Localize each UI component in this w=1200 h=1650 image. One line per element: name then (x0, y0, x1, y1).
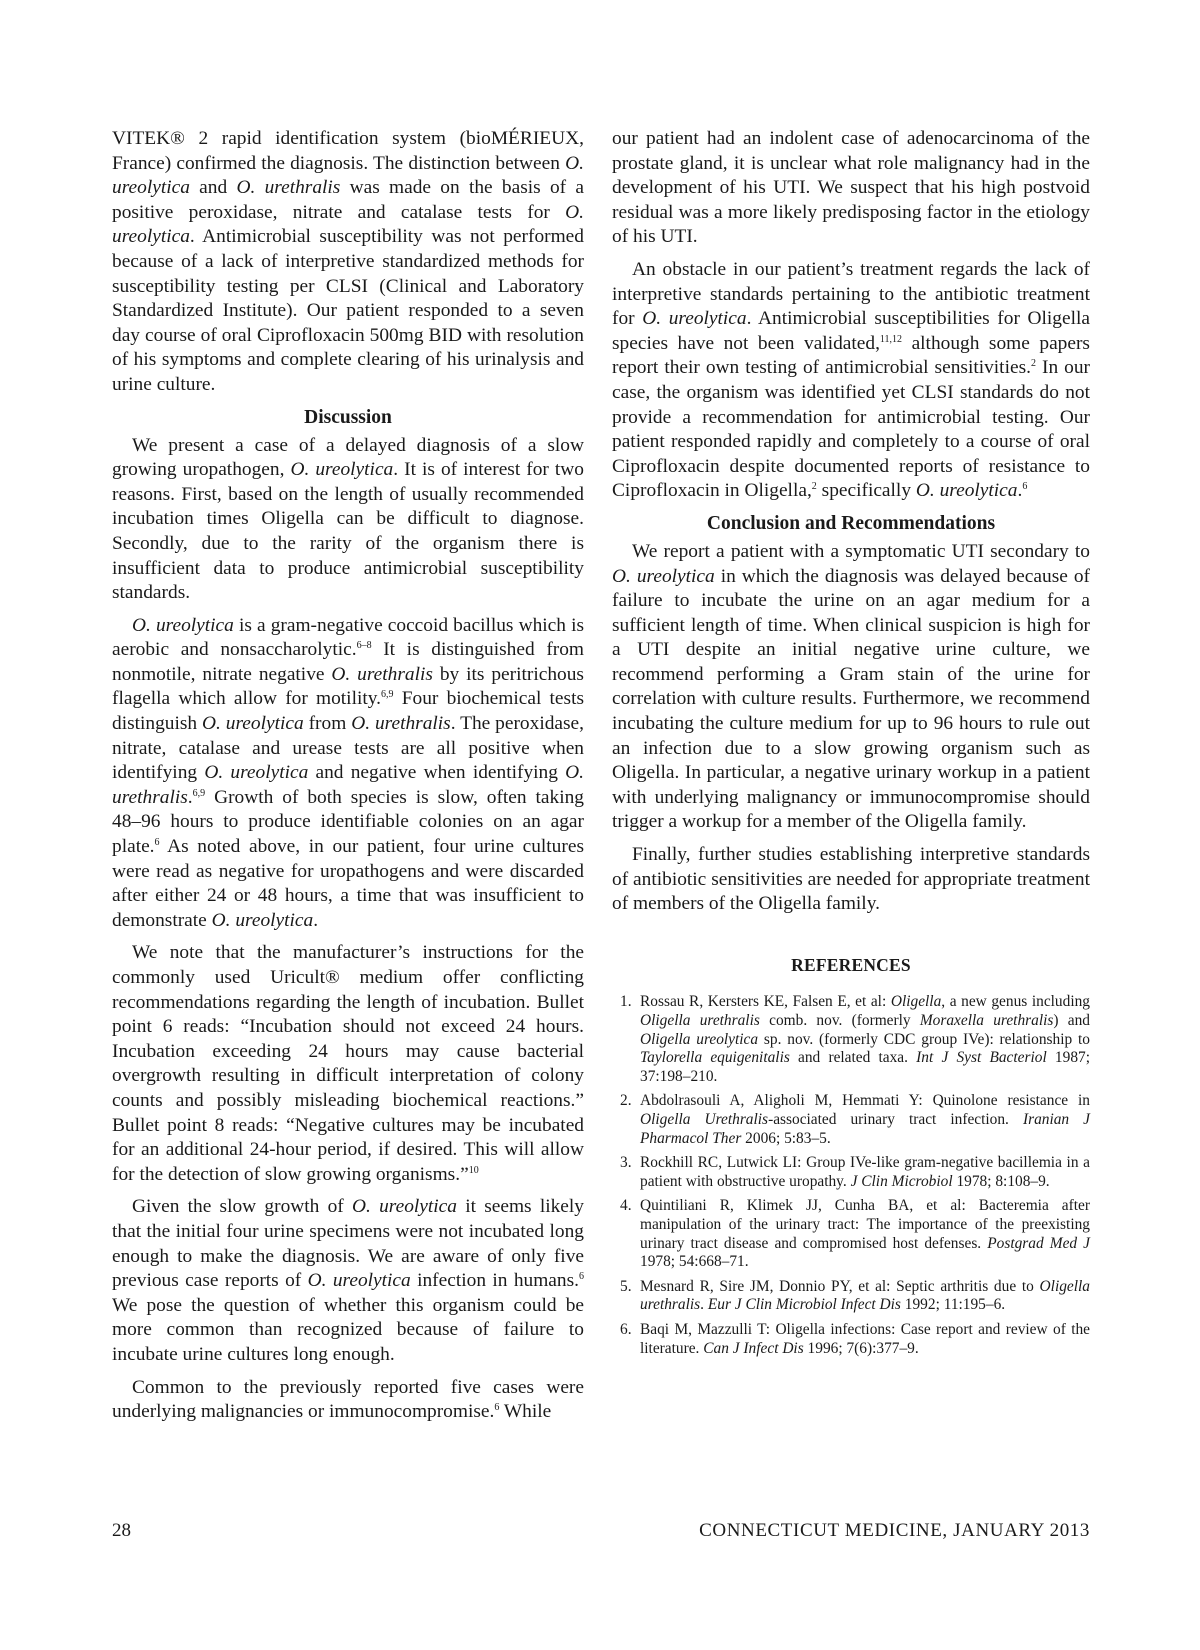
reference-text: 1996; 7(6):377–9. (803, 1339, 919, 1357)
reference-text: 1978; 54:668–71. (640, 1253, 749, 1271)
reference-text: Taylorella equigenitalis (640, 1049, 790, 1067)
reference-text: J Clin Microbiol (850, 1172, 953, 1190)
journal-footer: CONNECTICUT MEDICINE, JANUARY 2013 (699, 1520, 1090, 1541)
paragraph-discussion-intro: We present a case of a delayed diagnosis of a slow growing uropathogen, O. ureolytica. It is of interest for two reasons. First, based on the length of usually recommended incubation times Oligella can be difficult to diagnose. Secondly, due to the rarity of the organism there is insufficient data to produce antimicrobial susceptibility standards. (112, 434, 584, 604)
reference-item (612, 1321, 1090, 1358)
reference-text: Oligella (890, 993, 942, 1011)
reference-item (612, 993, 1090, 1086)
reference-text: comb. nov. (formerly (759, 1012, 920, 1029)
discussion-heading: Discussion (304, 406, 392, 428)
reference-text: Baqi M, Mazzulli T: Oligella infections: Case report and review of the literature. (640, 1320, 1090, 1357)
reference-text: Rossau R, Kersters KE, Falsen E, et al: (640, 993, 891, 1011)
reference-text: and related taxa. (789, 1049, 917, 1067)
reference-text: Mesnard R, Sire JM, Donnio PY, et al: Septic arthritis due to (640, 1277, 1040, 1295)
right-column (612, 127, 1090, 1364)
reference-text: Oligella Urethralis (640, 1110, 769, 1128)
reference-text: Eur J Clin Microbiol Infect Dis (707, 1296, 901, 1314)
reference-item (612, 1278, 1090, 1315)
reference-text: Rockhill RC, Lutwick LI: Group IVe-like gram-negative bacillemia in a patient with obstructive uropathy. (640, 1154, 1090, 1190)
reference-text: 1978; 8:108–9. (952, 1172, 1050, 1190)
conclusion-heading: Conclusion and Recommendations (706, 512, 996, 534)
paragraph-organism-description: O. ureolytica is a gram-negative coccoid bacillus which is aerobic and nonsaccharolytic.$^{6-8}$ It is distinguished from nonmotile, nitrate negative O. urethralis by its peritrichous flagella which allow for motility.$^{6,9}$ Four biochemical tests distinguish O. ureolytica from O. urethralis. The peroxidase, nitrate, catalase and urease tests are all positive when identifying O. ureolytica and negative when identifying O. urethralis.$^{6,9}$ Growth of both species is slow, often taking 48–96 hours to produce identifiable colonies on an agar plate.$^6$ As noted above, in our patient, four urine cultures were read as negative for uropathogens and were discarded after either 24 or 48 hours, a time that was insufficient to demonstrate O. ureolytica. (112, 614, 585, 931)
paragraph-lab-results: VITEK® 2 rapid identification system (bioMÉRIEUX, France) confirmed the diagnosis. The distinction between O. ureolytica and O. urethralis was made on the basis of a positive peroxidase, nitrate and catalase tests for O. ureolytica. Antimicrobial susceptibility was not performed because of a lack of interpretive standardized methods for susceptibility testing per CLSI (Clinical and Laboratory Standardized Institute). Our patient responded to a seven day course of oral Ciprofloxacin 500mg BID with resolution of his symptoms and complete clearing of his urinalysis and urine culture. (112, 128, 585, 395)
reference-text: , a new genus including (941, 993, 1090, 1011)
paragraph-uricult-instructions: We note that the manufacturer’s instructions for the commonly used Uricult® medium offer conflicting recommendations regarding the length of incubation. Bullet point 6 reads: “Incubation should not exceed 24 hours. Incubation exceeding 24 hours may cause bacterial overgrowth resulting in difficult interpretation of colony counts and possibly misleading biochemical reactions.” Bullet point 8 reads: “Negative cultures may be incubated for an additional 24-hour period, if desired. This will allow for the detection of slow growing organisms.”$^{10}$ (112, 942, 584, 1185)
reference-text: Oligella ureolytica (640, 1030, 759, 1048)
reference-text: Postgrad Med J (987, 1234, 1090, 1252)
reference-text: sp. nov. (formerly CDC group IVe): relationship to (758, 1030, 1090, 1048)
reference-text: ) and (1053, 1012, 1090, 1029)
paragraph-malignancy-role: our patient had an indolent case of adenocarcinoma of the prostate gland, it is unclear what role malignancy had in the development of his UTI. We suspect that his high postvoid residual was a more likely predisposing factor in the etiology of his UTI. (612, 128, 1090, 248)
reference-item (612, 1154, 1090, 1191)
reference-text: . (700, 1296, 708, 1314)
paragraph-future-studies: Finally, further studies establishing interpretive standards of antibiotic sensitivities are needed for appropriate treatment of members of the Oligella family. (612, 844, 1090, 915)
reference-text: Oligella urethralis (640, 1277, 1090, 1314)
paragraph-slow-growth: Given the slow growth of O. ureolytica it seems likely that the initial four urine specimens were not incubated long enough to make the diagnosis. We are aware of only five previous case reports of O. ureolytica infection in humans.$^6$ We pose the question of whether this organism could be more common than recognized because of failure to incubate urine cultures long enough. (112, 1196, 584, 1365)
reference-number: 3. (620, 1154, 632, 1172)
reference-text: Moraxella urethralis (919, 1012, 1054, 1029)
reference-text: Can J Infect Dis (703, 1339, 804, 1357)
paragraph-conclusion: We report a patient with a symptomatic UTI secondary to O. ureolytica in which the diagnosis was delayed because of failure to incubate the urine on an agar medium for a sufficient length of time. When clinical suspicion is high for a UTI despite an initial negative urine culture, we recommend performing a Gram stain of the urine for correlation with culture results. Furthermore, we recommend incubating the culture medium for up to 96 hours to rule out an infection due to a slow growing organism such as Oligella. In particular, a negative urinary workup in a patient with underlying malignancy or immunocompromise should trigger a workup for a member of the Oligella family. (612, 540, 1090, 833)
reference-text: 1992; 11:195–6. (900, 1296, 1006, 1314)
reference-number: 2. (620, 1092, 632, 1110)
reference-text: Iranian J Pharmacol Ther (640, 1110, 1091, 1147)
reference-text: Quintiliani R, Klimek JJ, Cunha BA, et al: Bacteremia after manipulation of the urinary tract: The importance of the preexisting urinary tract disease and compromised host defenses. (640, 1197, 1090, 1252)
reference-text: 1987; 37:198–210. (640, 1049, 1090, 1085)
reference-item (612, 1197, 1090, 1271)
reference-number: 6. (620, 1320, 632, 1338)
paragraph-treatment-obstacle: An obstacle in our patient’s treatment regards the lack of interpretive standards pertaining to the antibiotic treatment for O. ureolytica. Antimicrobial susceptibilities for Oligella species have not been validated,$^{11,12}$ although some papers report their own testing of antimicrobial sensitivities.$^2$ In our case, the organism was identified yet CLSI standards do not provide a recommendation for antimicrobial testing. Our patient responded rapidly and completely to a course of oral Ciprofloxacin despite documented reports of resistance to Ciprofloxacin in Oligella,$^2$ specifically O. ureolytica.$^6$ (612, 258, 1090, 502)
reference-number: 1. (620, 993, 632, 1011)
paragraph-malignancies: Common to the previously reported five cases were underlying malignancies or immunocompromise.$^6$ While (112, 1376, 584, 1423)
reference-text: Abdolrasouli A, Aligholi M, Hemmati Y: Quinolone resistance in (640, 1092, 1090, 1110)
reference-text: -associated urinary tract infection. (768, 1110, 1023, 1128)
left-column (112, 127, 584, 1433)
reference-text: 2006; 5:83–5. (741, 1129, 831, 1147)
page-number: 28 (112, 1520, 131, 1541)
references-list (612, 993, 1090, 1358)
reference-number: 5. (620, 1277, 632, 1295)
reference-item (612, 1092, 1090, 1148)
references-heading: REFERENCES (791, 954, 911, 975)
reference-text: Oligella urethralis (640, 1012, 760, 1029)
reference-number: 4. (620, 1197, 632, 1215)
reference-text: Int J Syst Bacteriol (916, 1049, 1047, 1067)
